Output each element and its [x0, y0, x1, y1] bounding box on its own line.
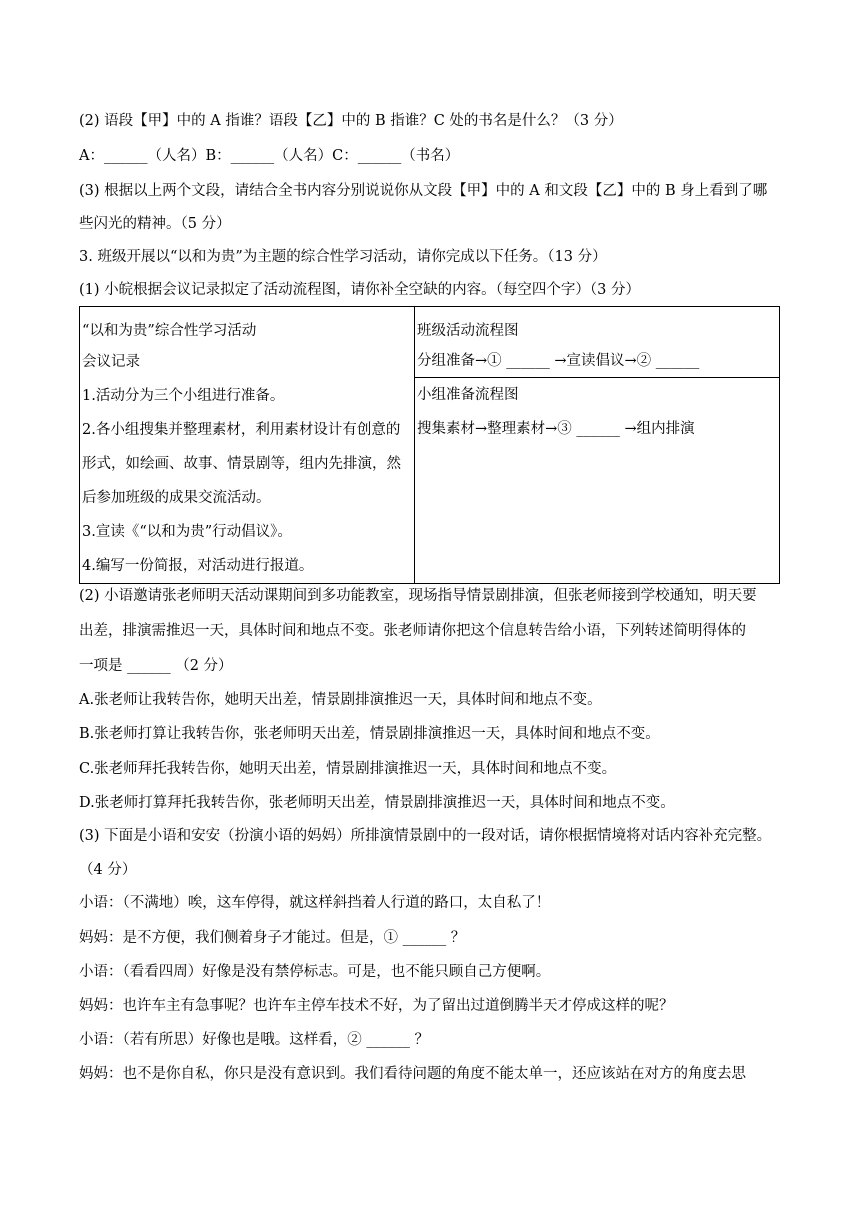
group-flowchart-title: 小组准备流程图 — [417, 387, 519, 403]
dialogue-line: 小语：（看看四周）好像是没有禁停标志。可是，也不能只顾自己方便啊。 — [79, 964, 551, 980]
q2-3-prompt-line1: (3) 根据以上两个文段，请结合全书内容分别说说你从文段【甲】中的 A 和文段【乙】中的 B 身上看到了哪 — [79, 183, 768, 199]
q3-3-prompt-line1: (3) 下面是小语和安安（扮演小语的妈妈）所排演情景剧中的一段对话，请你根据情境将对话内容补充完整。 — [79, 828, 772, 844]
option-c: C.张老师拜托我转告你，她明天出差，情景剧排演推迟一天，具体时间和地点不变。 — [79, 761, 617, 777]
class-flowchart-cell — [415, 307, 780, 378]
meeting-flowchart-table — [79, 306, 780, 584]
q2-3-prompt-line2: 些闪光的精神。（5 分） — [79, 216, 231, 232]
class-flowchart-steps: 分组准备→① ______ →宣读倡议→② ______ — [417, 352, 700, 369]
q2-2-blanks: A：______（人名）B：______（人名）C：______（书名） — [79, 148, 460, 164]
table-left-line: 3.宣读《“以和为贵”行动倡议》。 — [82, 524, 292, 540]
table-left-line: 1.活动分为三个小组进行准备。 — [82, 388, 285, 404]
table-left-line: “以和为贵”综合性学习活动 — [82, 323, 257, 339]
q3-2-prompt-line3: 一项是 ______ （2 分） — [79, 658, 233, 674]
table-left-line: 后参加班级的成果交流活动。 — [82, 490, 271, 506]
option-d: D.张老师打算拜托我转告你，张老师明天出差，情景剧排演推迟一天，具体时间和地点不变。 — [79, 795, 675, 811]
group-flowchart-steps: 搜集素材→整理素材→③ ______ →组内排演 — [417, 421, 695, 437]
dialogue-line: 小语：（若有所思）好像也是哦。这样看，② ______ ？ — [79, 1032, 429, 1048]
dialogue-line: 妈妈：也不是你自私，你只是没有意识到。我们看待问题的角度不能太单一，还应该站在对方的角度去思 — [79, 1066, 746, 1082]
class-flowchart-title: 班级活动流程图 — [417, 323, 519, 339]
option-b: B.张老师打算让我转告你，张老师明天出差，情景剧排演推迟一天，具体时间和地点不变。 — [79, 726, 660, 742]
q3-1-prompt: (1) 小皖根据会议记录拟定了活动流程图，请你补全空缺的内容。（每空四个字）（3 分） — [79, 282, 640, 298]
dialogue-line: 妈妈：也许车主有急事呢？也许车主停车技术不好，为了留出过道倒腾半天才停成这样的呢？ — [79, 998, 674, 1014]
q3-3-prompt-line2: （4 分） — [79, 862, 137, 878]
q2-2-prompt: (2) 语段【甲】中的 A 指谁？语段【乙】中的 B 指谁？C 处的书名是什么？（3 分） — [79, 113, 623, 129]
table-left-line: 4.编写一份简报，对活动进行报道。 — [82, 558, 314, 574]
table-left-line: 形式，如绘画、故事、情景剧等，组内先排演，然 — [82, 456, 401, 472]
dialogue-line: 小语：（不满地）唉，这车停得，就这样斜挡着人行道的路口，太自私了！ — [79, 895, 551, 911]
q3-heading: 3. 班级开展以“以和为贵”为主题的综合性学习活动，请你完成以下任务。（13 分） — [79, 249, 607, 265]
option-a: A.张老师让我转告你，她明天出差，情景剧排演推迟一天，具体时间和地点不变。 — [79, 692, 602, 708]
group-flowchart-cell — [415, 378, 780, 584]
dialogue-line: 妈妈：是不方便，我们侧着身子才能过。但是，① ______ ？ — [79, 930, 466, 946]
table-left-line: 会议记录 — [82, 354, 140, 370]
q3-2-prompt-line1: (2) 小语邀请张老师明天活动课期间到多功能教室，现场指导情景剧排演，但张老师接到学校通知，明天要 — [79, 588, 757, 604]
table-left-line: 2.各小组搜集并整理素材，利用素材设计有创意的 — [82, 422, 401, 438]
q3-2-prompt-line2: 出差，排演需推迟一天，具体时间和地点不变。张老师请你把这个信息转告给小语，下列转述简明得体的 — [79, 623, 746, 639]
meeting-record-cell — [80, 307, 415, 584]
